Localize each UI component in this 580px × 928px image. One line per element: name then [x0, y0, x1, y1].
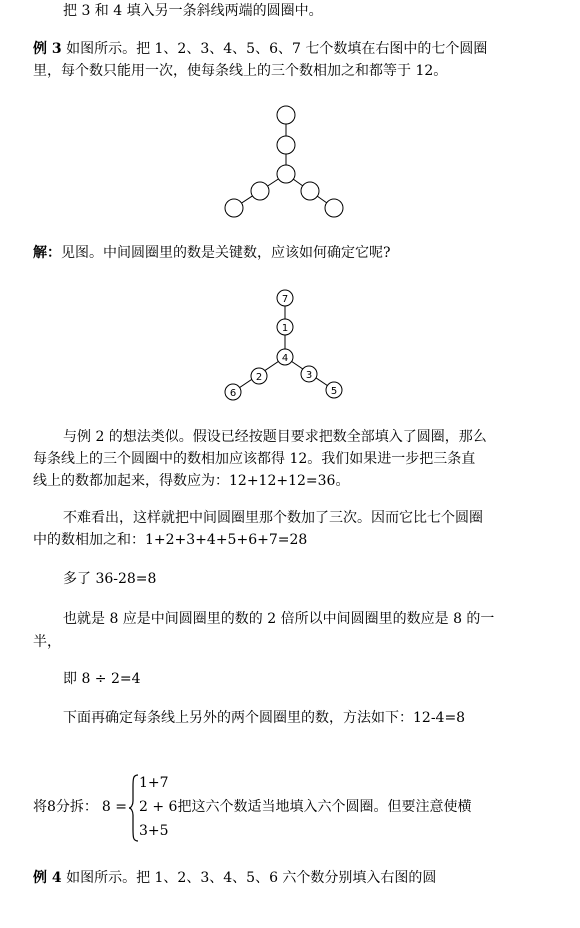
split-option2: [139, 798, 471, 816]
split-eight-eq: 8 =: [101, 799, 128, 815]
num-right-outer: 5: [330, 386, 338, 397]
p1-line1: 与例 2 的想法类似。假设已经按题目要求把数全部填入了圆圈，那么: [63, 429, 487, 445]
example4-line: [33, 869, 436, 887]
p1-line2: 每条线上的三个圆圈中的数相加应该都得 12。我们如果进一步把三条直: [33, 451, 476, 467]
p4-line2: 半，: [33, 634, 61, 650]
split-option3: 3+5: [139, 823, 169, 839]
p6-line: 下面再确定每条线上另外的两个圆圈里的数，方法如下：12-4=8: [63, 710, 466, 726]
example4-text: 如图所示。把 1、2、3、4、5、6 六个数分别填入右图的圆: [66, 870, 437, 886]
p2-line2: 中的数相加之和：1+2+3+4+5+6+7=28: [33, 532, 308, 548]
num-left-outer: 6: [229, 388, 237, 399]
intro-line: 把 3 和 4 填入另一条斜线两端的圆圈中。: [63, 3, 323, 19]
p3-line: 多了 36-28=8: [63, 571, 157, 587]
example3-text1: 如图所示。把 1、2、3、4、5、6、7 七个数填在右图中的七个圆圈: [66, 41, 488, 57]
split-prefix-text: 将8分拆：: [33, 799, 98, 815]
split-option2-value: 2 + 6: [139, 799, 178, 815]
split-option2-tail: 把这六个数适当地填入六个圆圈。但要注意使横: [177, 799, 472, 815]
num-left-inner: 2: [255, 372, 263, 383]
solution-text: 见图。中间圆圈里的数是关键数，应该如何确定它呢?: [61, 245, 391, 261]
num-top: 7: [281, 294, 289, 305]
example3-label: 例 3: [33, 41, 62, 57]
example3-line2: 里，每个数只能用一次，使每条线上的三个数相加之和都等于 12。: [33, 63, 448, 79]
p2-line1: 不难看出，这样就把中间圆圈里那个数加了三次。因而它比七个圆圈: [63, 510, 483, 526]
solution-label: 解：: [33, 245, 61, 261]
num-upper: 1: [281, 323, 289, 334]
num-right-inner: 3: [305, 370, 313, 381]
figure-solution-circles: [0, 0, 580, 420]
p5-line: 即 8 ÷ 2=4: [63, 671, 141, 687]
example4-label: 例 4: [33, 870, 62, 886]
num-center: 4: [281, 353, 289, 364]
split-option1: 1+7: [139, 775, 169, 791]
split-prefix: [33, 798, 127, 816]
p1-line3: 线上的数都加起来，得数应为：12+12+12=36。: [33, 473, 350, 489]
p4-line1: 也就是 8 应是中间圆圈里的数的 2 倍所以中间圆圈里的数应是 8 的一: [63, 611, 495, 627]
